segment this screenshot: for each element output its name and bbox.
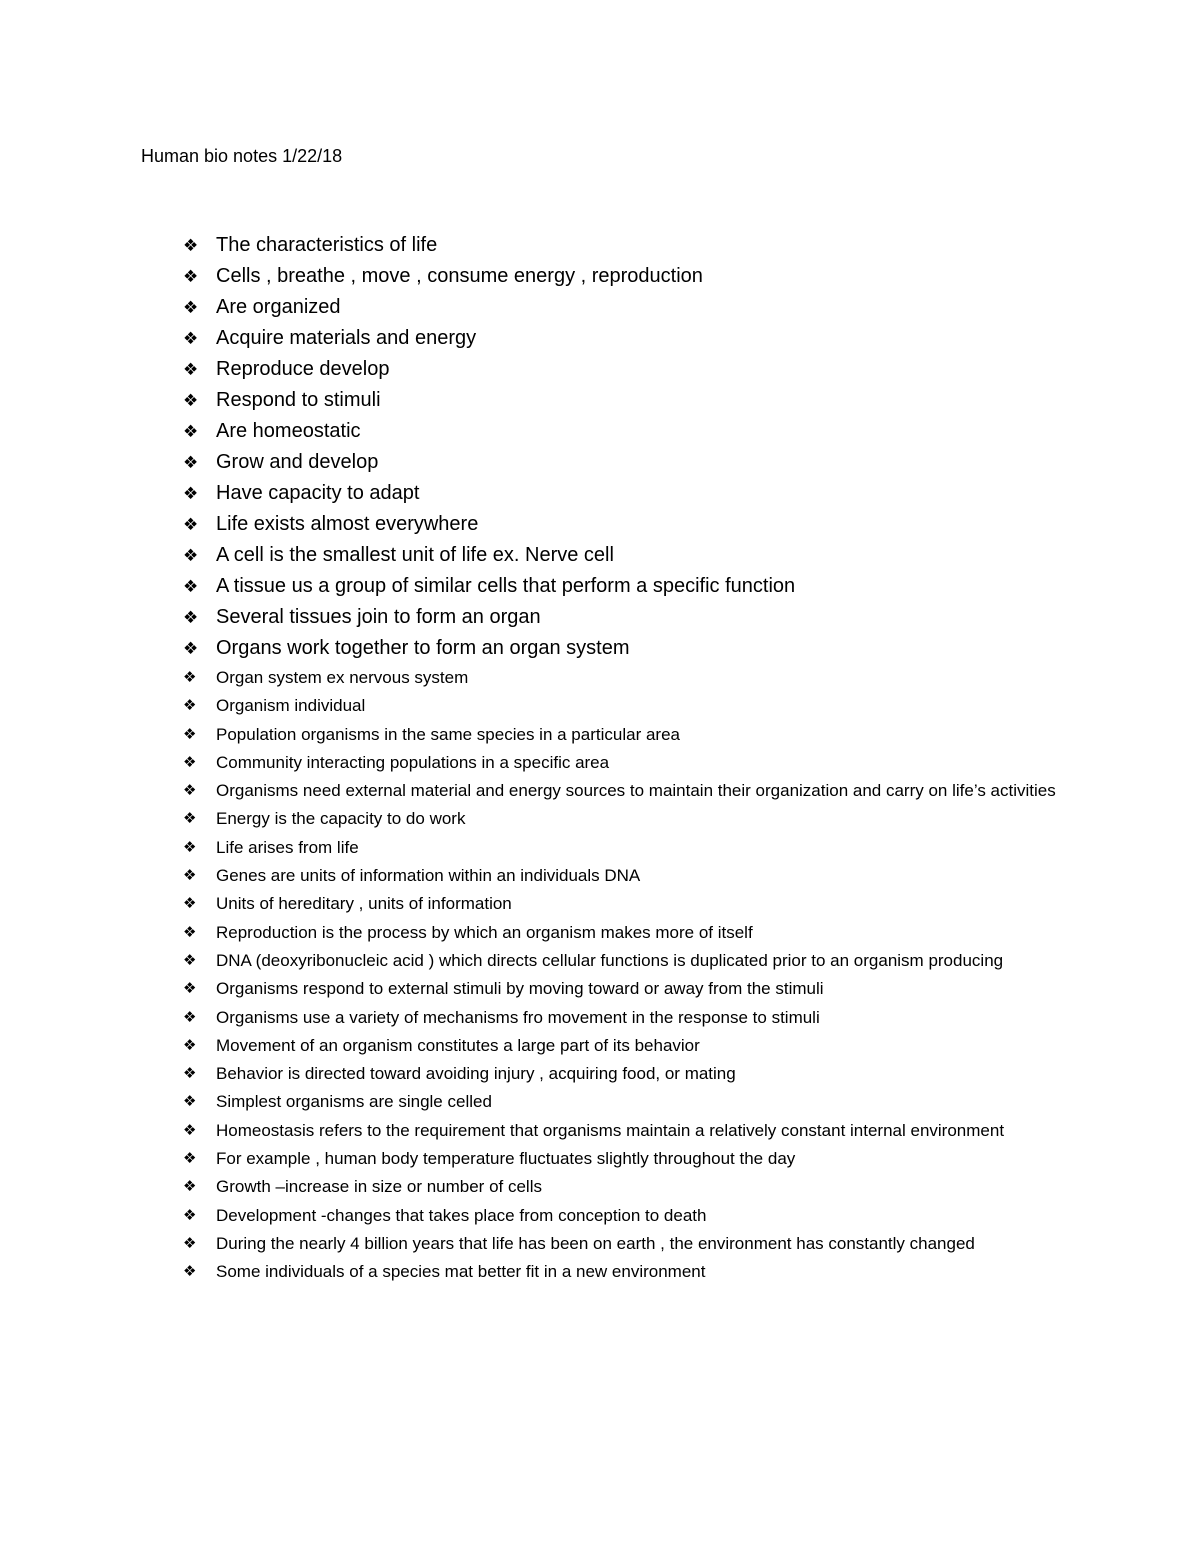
list-item-text: Reproduction is the process by which an organism makes more of itself [216, 922, 753, 942]
list-item-text: Acquire materials and energy [216, 327, 477, 349]
list-item [183, 1004, 1063, 1032]
list-item [183, 805, 1063, 833]
diamond-bullet-icon: ❖ [183, 923, 197, 941]
list-item [183, 692, 1063, 720]
list-item-text: Organisms respond to external stimuli by moving toward or away from the stimuli [216, 979, 824, 999]
list-item [183, 1230, 1063, 1258]
diamond-bullet-icon: ❖ [183, 838, 197, 856]
diamond-bullet-icon: ❖ [183, 1121, 197, 1139]
list-item-text: Simplest organisms are single celled [216, 1092, 492, 1112]
diamond-bullet-icon: ❖ [183, 1263, 197, 1281]
list-item [183, 862, 1063, 890]
diamond-bullet-icon: ❖ [183, 453, 199, 472]
list-item [183, 1173, 1063, 1201]
list-item-text: Units of hereditary , units of information [216, 894, 512, 914]
diamond-bullet-icon: ❖ [183, 895, 197, 913]
list-item-text: Homeostasis refers to the requirement that organisms maintain a relatively constant internal environment [216, 1120, 1005, 1140]
diamond-bullet-icon: ❖ [183, 1234, 197, 1252]
list-item [183, 261, 1063, 292]
list-item-text: Life exists almost everywhere [216, 513, 479, 535]
diamond-bullet-icon: ❖ [183, 267, 199, 286]
list-item-text: Organ system ex nervous system [216, 668, 469, 687]
diamond-bullet-icon: ❖ [183, 1150, 197, 1168]
list-item [183, 292, 1063, 323]
diamond-bullet-icon: ❖ [183, 484, 199, 503]
list-item [183, 416, 1063, 447]
list-item-text: Cells , breathe , move , consume energy , reproduction [216, 265, 703, 287]
diamond-bullet-icon: ❖ [183, 577, 199, 596]
list-item [183, 323, 1063, 354]
diamond-bullet-icon: ❖ [183, 1206, 197, 1224]
list-item-text: Behavior is directed toward avoiding injury , acquiring food, or mating [216, 1064, 736, 1084]
list-item-text: Organs work together to form an organ system [216, 637, 630, 659]
list-item-text: Community interacting populations in a specific area [216, 752, 610, 772]
diamond-bullet-icon: ❖ [183, 1036, 197, 1054]
diamond-bullet-icon: ❖ [183, 236, 199, 255]
list-item [183, 834, 1063, 862]
list-item [183, 1088, 1063, 1116]
list-item [183, 478, 1063, 509]
list-item [183, 447, 1063, 478]
list-item-text: Respond to stimuli [216, 389, 381, 411]
list-item-text: Have capacity to adapt [216, 482, 420, 504]
diamond-bullet-icon: ❖ [183, 951, 197, 969]
list-item [183, 602, 1063, 633]
diamond-bullet-icon: ❖ [183, 546, 199, 565]
list-item [183, 947, 1063, 975]
list-item [183, 633, 1063, 664]
list-item [183, 571, 1063, 602]
list-item-text: Genes are units of information within an individuals DNA [216, 866, 641, 886]
diamond-bullet-icon: ❖ [183, 867, 197, 885]
diamond-bullet-icon: ❖ [183, 810, 197, 828]
list-item-text: Reproduce develop [216, 358, 390, 380]
list-item [183, 664, 1063, 692]
diamond-bullet-icon: ❖ [183, 360, 199, 379]
list-item [183, 540, 1063, 571]
list-item [183, 1060, 1063, 1088]
list-item-text: DNA (deoxyribonucleic acid ) which directs cellular functions is duplicated prior to an organism producing [216, 950, 1004, 970]
list-item-text: A cell is the smallest unit of life ex. Nerve cell [216, 544, 614, 566]
list-item [183, 354, 1063, 385]
list-item [183, 230, 1063, 261]
list-item-text: Energy is the capacity to do work [216, 809, 466, 829]
list-item [183, 721, 1063, 749]
list-item [183, 1145, 1063, 1173]
list-item [183, 1032, 1063, 1060]
list-item-text: Life arises from life [216, 837, 359, 857]
diamond-bullet-icon: ❖ [183, 298, 199, 317]
list-item-text: Growth –increase in size or number of cells [216, 1177, 542, 1197]
list-item-text: Several tissues join to form an organ [216, 606, 541, 628]
list-item [183, 919, 1063, 947]
list-item-text: Some individuals of a species mat better fit in a new environment [216, 1262, 706, 1282]
diamond-bullet-icon: ❖ [183, 422, 199, 441]
diamond-bullet-icon: ❖ [183, 608, 199, 627]
list-item [183, 975, 1063, 1003]
list-item [183, 1258, 1063, 1286]
list-item [183, 890, 1063, 918]
list-item [183, 385, 1063, 416]
diamond-bullet-icon: ❖ [183, 1008, 197, 1026]
list-item [183, 1202, 1063, 1230]
diamond-bullet-icon: ❖ [183, 391, 199, 410]
diamond-bullet-icon: ❖ [183, 697, 197, 715]
diamond-bullet-icon: ❖ [183, 1093, 197, 1111]
diamond-bullet-icon: ❖ [183, 669, 197, 686]
list-item [183, 777, 1063, 805]
list-item-text: Population organisms in the same species in a particular area [216, 724, 680, 744]
list-item-text: Organisms need external material and energy sources to maintain their organization and carry on life’s activities [216, 781, 1056, 801]
list-item-text: Grow and develop [216, 451, 379, 473]
list-item-text: Organism individual [216, 696, 366, 716]
list-item-text: During the nearly 4 billion years that life has been on earth , the environment has constantly changed [216, 1233, 975, 1253]
list-item-text: Are homeostatic [216, 420, 361, 442]
list-item-text: A tissue us a group of similar cells that perform a specific function [216, 575, 796, 597]
list-item-text: Movement of an organism constitutes a large part of its behavior [216, 1035, 700, 1055]
diamond-bullet-icon: ❖ [183, 639, 199, 658]
diamond-bullet-icon: ❖ [183, 329, 199, 348]
document-title: Human bio notes 1/22/18 [141, 146, 343, 166]
notes-list [183, 230, 1063, 1287]
diamond-bullet-icon: ❖ [183, 1178, 197, 1196]
list-item [183, 509, 1063, 540]
diamond-bullet-icon: ❖ [183, 1065, 197, 1083]
list-item-text: Development -changes that takes place from conception to death [216, 1205, 707, 1225]
diamond-bullet-icon: ❖ [183, 980, 197, 998]
list-item-text: Organisms use a variety of mechanisms fro movement in the response to stimuli [216, 1007, 820, 1027]
diamond-bullet-icon: ❖ [183, 753, 197, 771]
list-item [183, 749, 1063, 777]
list-item-text: Are organized [216, 296, 341, 318]
diamond-bullet-icon: ❖ [183, 515, 199, 534]
diamond-bullet-icon: ❖ [183, 782, 197, 800]
list-item [183, 1117, 1063, 1145]
list-item-text: The characteristics of life [216, 234, 438, 256]
diamond-bullet-icon: ❖ [183, 725, 197, 743]
list-item-text: For example , human body temperature fluctuates slightly throughout the day [216, 1149, 796, 1169]
